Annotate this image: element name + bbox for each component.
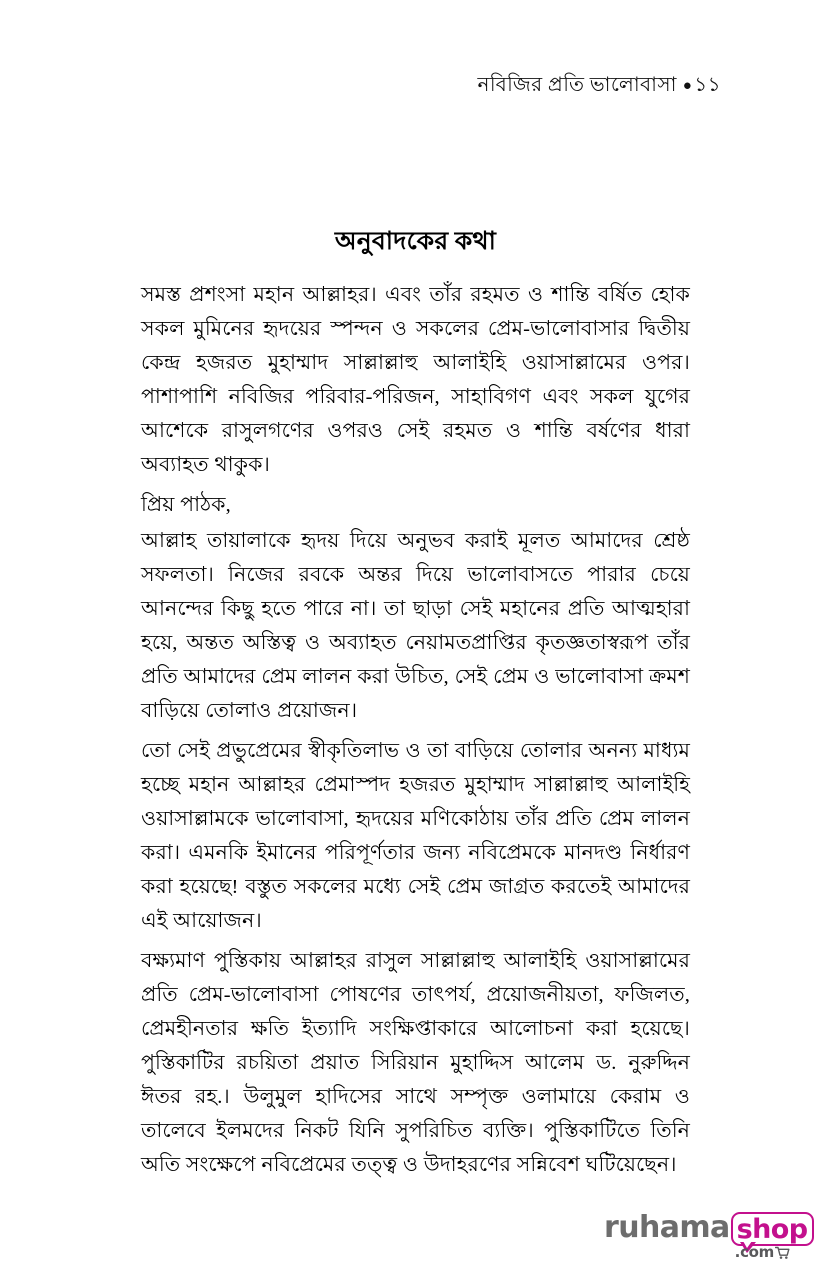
paragraph-3: তো সেই প্রভুপ্রেমের স্বীকৃতিলাভ ও তা বাড়িয়ে তোলার অনন্য মাধ্যম হচ্ছে মহান আল্লাহর প্রেমাস্পদ হজরত মুহাম্মাদ সাল্লাল্লাহু আলাইহি ওয়াসাল্লামকে ভালোবাসা, হৃদয়ের মণিকোঠায় তাঁর প্রতি প্রেম লালন করা। এমনকি ইমানের পরিপূর্ণতার জন্য নবিপ্রেমকে মানদণ্ড নির্ধারণ করা হয়েছে! বস্তুত সকলের মধ্যে সেই প্রেম জাগ্রত করতেই আমাদের এই আয়োজন।: [141, 740, 690, 933]
paragraph-4: বক্ষ্যমাণ পুস্তিকায় আল্লাহর রাসুল সাল্লাল্লাহু আলাইহি ওয়াসাল্লামের প্রতি প্রেম-ভালোবাসা পোষণের তাৎপর্য, প্রয়োজনীয়তা, ফজিলত, প্রেমহীনতার ক্ষতি ইত্যাদি সংক্ষিপ্তাকারে আলোচনা করা হয়েছে। পুস্তিকাটির রচয়িতা প্রয়াত সিরিয়ান মুহাদ্দিস আলেম ড. নুরুদ্দিন ঈতর রহ.। উলুমুল হাদিসের সাথে সম্পৃক্ত ওলামায়ে কেরাম ও তালেবে ইলমদের নিকট যিনি সুপরিচিত ব্যক্তি। পুস্তিকাটিতে তিনি অতি সংক্ষেপে নবিপ্রেমের তত্ত্ব ও উদাহরণের সন্নিবেশ ঘটিয়েছেন।: [141, 950, 690, 1177]
section-title: অনুবাদকের কথা: [334, 228, 497, 255]
paragraph-1: সমস্ত প্রশংসা মহান আল্লাহর। এবং তাঁর রহমত ও শান্তি বর্ষিত হোক সকল মুমিনের হৃদয়ের স্পন্দন ও সকলের প্রেম-ভালোবাসার দ্বিতীয় কেন্দ্র হজরত মুহাম্মাদ সাল্লাল্লাহু আলাইহি ওয়াসাল্লামের ওপর। পাশাপাশি নবিজির পরিবার-পরিজন, সাহাবিগণ এবং সকল যুগের আশেকে রাসুলগণের ওপরও সেই রহমত ও শান্তি বর্ষণের ধারা অব্যাহত থাকুক।: [141, 284, 690, 477]
logo-domain-line: [735, 1244, 790, 1260]
logo-wordmark: [604, 1210, 808, 1246]
shopping-cart-icon: [775, 1246, 790, 1260]
paragraph-2: আল্লাহ তায়ালাকে হৃদয় দিয়ে অনুভব করাই মূলত আমাদের শ্রেষ্ঠ সফলতা। নিজের রবকে অন্তর দিয়ে ভালোবাসতে পারার চেয়ে আনন্দের কিছু হতে পারে না। তা ছাড়া সেই মহানের প্রতি আত্মহারা হয়ে, অন্তত অস্তিত্ব ও অব্যাহত নেয়ামতপ্রাপ্তির কৃতজ্ঞতাস্বরূপ তাঁর প্রতি আমাদের প্রেম লালন করা উচিত, সেই প্রেম ও ভালোবাসা ক্রমশ বাড়িয়ে তোলাও প্রয়োজন।: [141, 530, 690, 723]
ruhamashop-watermark-logo: [604, 1210, 808, 1270]
page-content: [141, 226, 690, 1182]
logo-brand-secondary: shop: [736, 1213, 808, 1245]
running-header: [141, 72, 721, 99]
logo-domain-suffix: .com: [734, 1243, 774, 1261]
header-book-title: নবিজির প্রতি ভালোবাসা: [477, 74, 677, 96]
paragraph-salutation: প্রিয় পাঠক,: [141, 494, 231, 517]
logo-speech-bubble: [731, 1212, 815, 1246]
header-separator-dot: ●: [682, 77, 693, 94]
header-page-number: ১১: [694, 74, 721, 96]
logo-brand-primary: ruhama: [604, 1210, 730, 1245]
